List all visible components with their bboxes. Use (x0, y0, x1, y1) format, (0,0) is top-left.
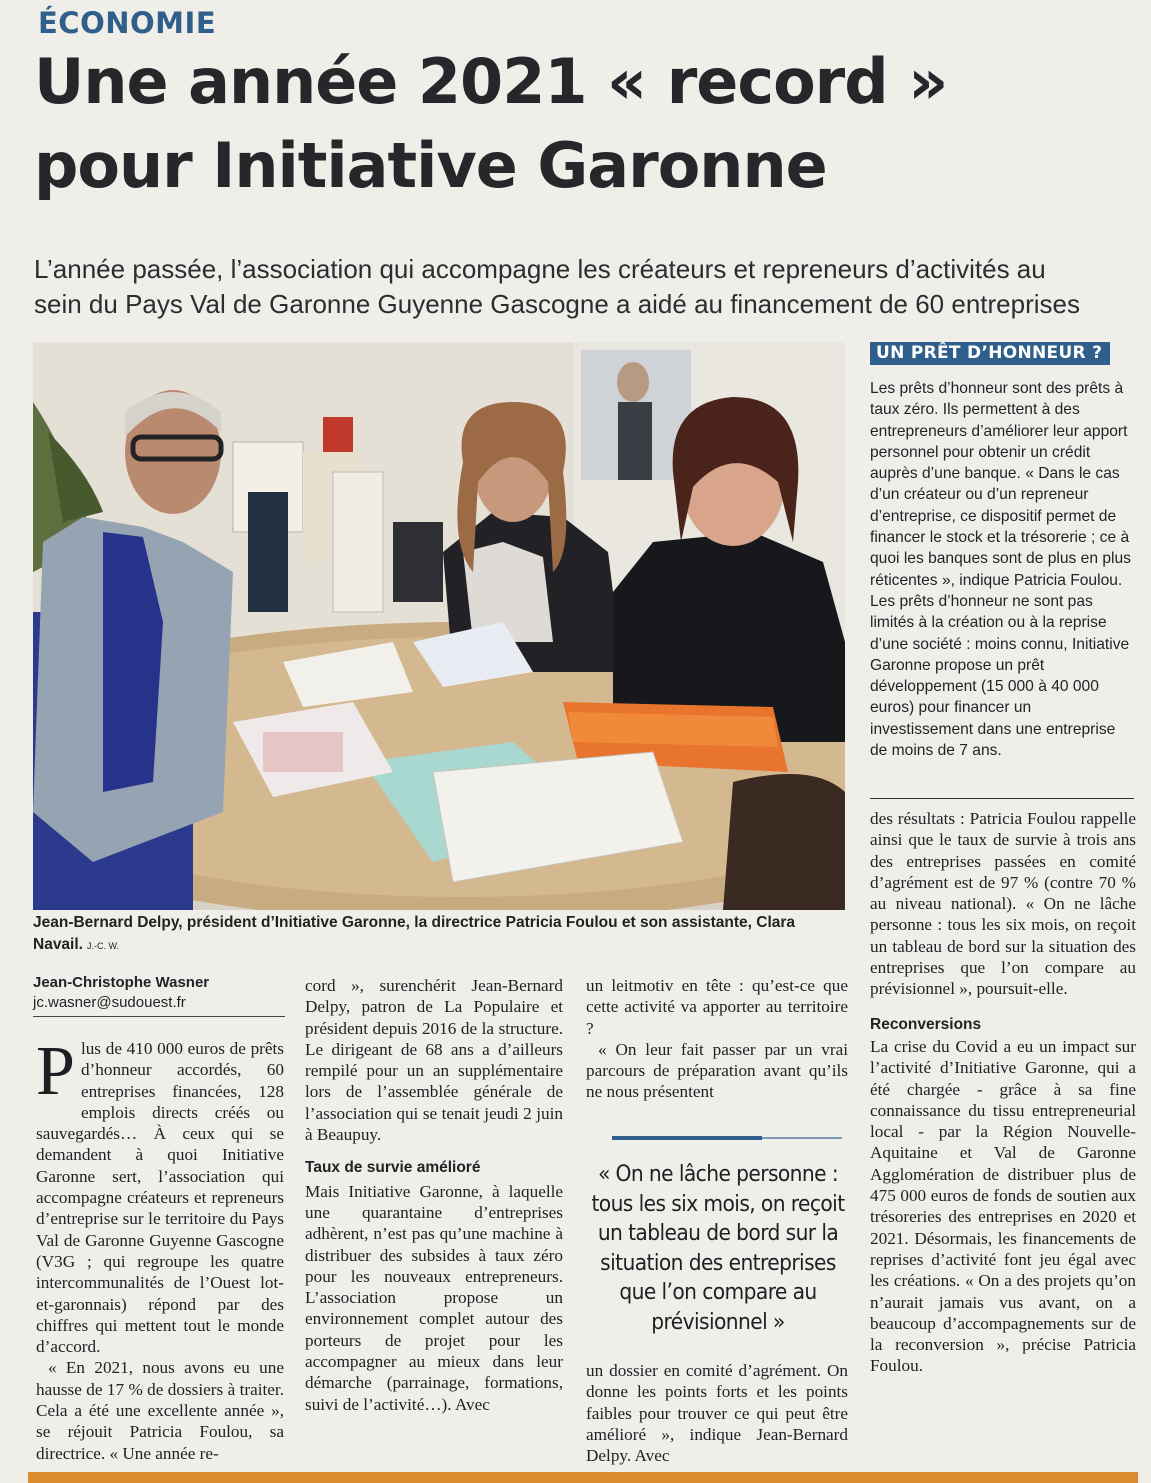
standfirst-line-2: sein du Pays Val de Garonne Guyenne Gascogne a aidé au financement de 60 entreprises (34, 289, 1080, 319)
headline (34, 40, 1134, 208)
article-column-3-continued (586, 1360, 848, 1466)
byline-email[interactable]: jc.wasner@sudouest.fr (33, 994, 186, 1011)
standfirst-line-1: L’année passée, l’association qui accompagne les créateurs et repreneurs d’activités au (34, 254, 1046, 284)
photo-illustration (33, 342, 845, 910)
subheading-taux-de-survie: Taux de survie amélioré (305, 1159, 481, 1177)
byline-divider (33, 1016, 285, 1017)
caption-text: Jean-Bernard Delpy, président d’Initiative Garonne, la directrice Patricia Foulou et son assistante, Clara Navail. (33, 914, 796, 953)
pullquote-rule-thin (762, 1137, 842, 1139)
photo-caption (33, 912, 845, 957)
article-paragraph: des résultats : Patricia Foulou rappelle ainsi que le taux de survie à trois ans des entreprises passées en comité d’agrément est de 97 % (contre 70 % au niveau national). « On ne lâche personne : tous les six mois, on reçoit un tableau de bord sur la situation des entreprises que l’on compare au prévisionnel », poursuit-elle. (870, 809, 1136, 999)
article-column-3 (586, 975, 848, 1103)
subheading-reconversions: Reconversions (870, 1015, 982, 1033)
bottom-color-strip (28, 1472, 1138, 1483)
section-rubric: ÉCONOMIE (38, 6, 217, 40)
article-column-4 (870, 808, 1136, 1377)
dropcap: P (36, 1033, 75, 1110)
article-paragraph: un leitmotiv en tête : qu’est-ce que cette activité va apporter au territoire ? (586, 976, 848, 1038)
byline (33, 973, 285, 1013)
article-photo (33, 342, 845, 910)
sidebox-title: UN PRÊT D’HONNEUR ? (870, 342, 1110, 365)
article-paragraph: La crise du Covid a eu un impact sur l’activité d’Initiative Garonne, qui a été chargée - grâce à sa fine connaissance du tissu entrepreneurial local - par la Région Nouvelle-Aquitaine et Val de Garonne Agglomération de distribuer plus de 475 000 euros de fonds de soutien aux trésoreries des entreprises en 2020 et 2021. Désormais, les financements de reprises d’activité font jeu égal avec les créations. « On a des projets qu’on n’aurait jamais vus avant, on a beaucoup d’accompagnements sur de la reconversion », précise Patricia Foulou. (870, 1036, 1136, 1376)
sidebox-body: Les prêts d’honneur sont des prêts à taux zéro. Ils permettent à des entrepreneurs d’améliorer leur apport personnel pour obtenir un crédit auprès d’une banque. « Dans le cas d’un créateur ou d’un repreneur d’entreprise, ce dispositif permet de financer le stock et la trésorerie ; ce à quoi les banques sont de plus en plus réticentes », indique Patricia Foulou. Les prêts d’honneur ne sont pas limités à la création ou à la reprise d’une société : moins connu, Initiative Garonne propose un prêt développement (15 000 à 40 000 euros) pour financer un investissement dans une entreprise de moins de 7 ans. (870, 380, 1131, 760)
headline-line-2: pour Initiative Garonne (34, 129, 827, 202)
pullquote-rule (612, 1136, 762, 1140)
pullquote: « On ne lâche personne : tous les six mois, on reçoit un tableau de bord sur la situation des entreprises que l’on compare au prévisionnel » (591, 1161, 845, 1335)
article-paragraph: Mais Initiative Garonne, à laquelle une quarantaine d’entreprises adhèrent, n’est pas qu’une machine à distribuer des subsides à taux zéro pour les nouveaux entrepreneurs. L’association propose un environnement complet autour des porteurs de projet pour les accompagner au mieux dans leur démarche (parrainage, formations, suivi de l’activité…). Avec (305, 1181, 563, 1414)
byline-author: Jean-Christophe Wasner (33, 974, 210, 991)
article-paragraph: cord », surenchérit Jean-Bernard Delpy, patron de La Populaire et président depuis 2016 de la structure. Le dirigeant de 68 ans a d’ailleurs rempilé pour un an supplémentaire lors de l’assemblée générale de l’association qui se tenait jeudi 2 juin à Beaupuy. (305, 976, 563, 1145)
headline-line-1: Une année 2021 « record » (34, 45, 948, 118)
photo-credit: J.-C. W. (86, 941, 119, 951)
article-paragraph: un dossier en comité d’agrément. On donne les points forts et les points faibles pour trouver ce qui peut être amélioré », indique Jean-Bernard Delpy. Avec (586, 1361, 848, 1466)
article-paragraph: « En 2021, nous avons eu une hausse de 17 % de dossiers à traiter. Cela a été une excellente année », se réjouit Patricia Foulou, sa directrice. « Une année re- (36, 1358, 284, 1463)
standfirst (34, 252, 1144, 322)
article-paragraph: « On leur fait passer par un vrai parcours de préparation avant qu’ils ne nous présentent (586, 1039, 848, 1102)
article-column-1 (36, 1033, 284, 1464)
sidebox-divider (870, 798, 1134, 799)
article-paragraph: lus de 410 000 euros de prêts d’honneur accordés, 60 entreprises financées, 128 emplois directs créés ou sauvegardés… À ceux qui se demandent à quoi Initiative Garonne sert, l’association qui accompagne créateurs et repreneurs d’entreprise sur le territoire du Pays Val de Garonne Guyenne Gascogne (V3G ; qui regroupe les quatre intercommunalités de l’Ouest lot-et-garonnais) répond par des chiffres qui mettent tout le monde d’accord. (36, 1039, 284, 1357)
article-column-2 (305, 975, 563, 1415)
